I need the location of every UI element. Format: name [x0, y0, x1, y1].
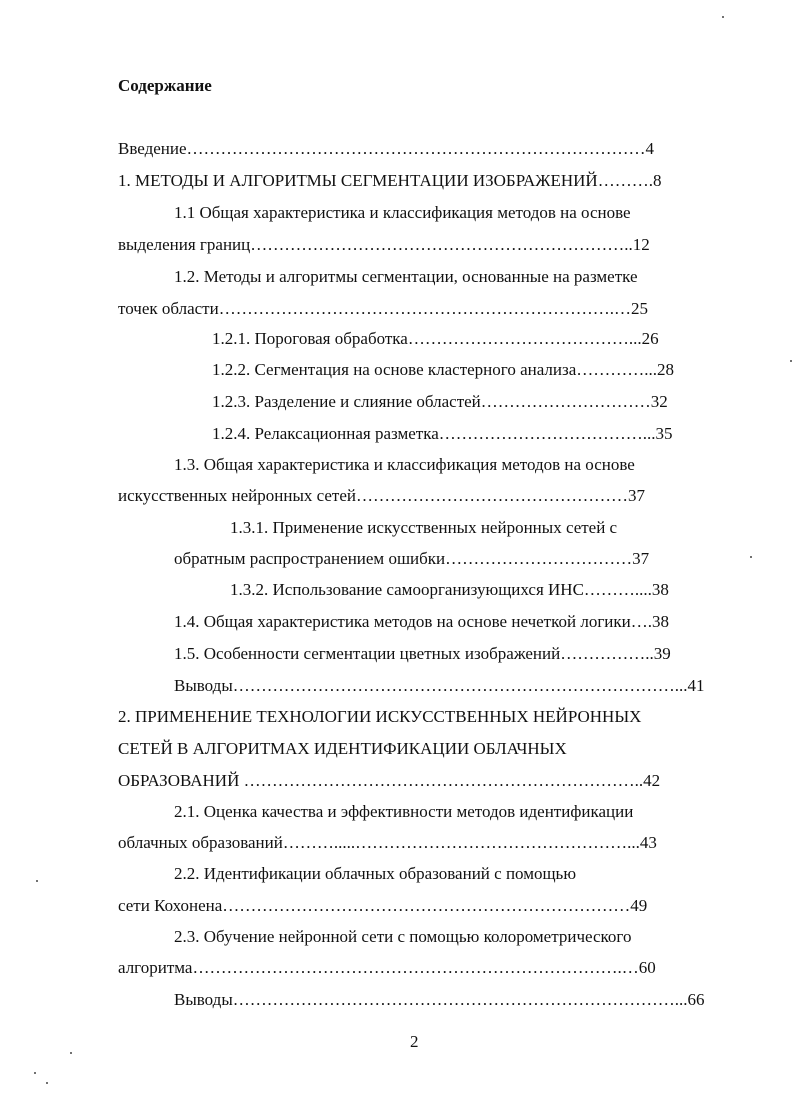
toc-entry-1-2-1: 1.2.1. Пороговая обработка…………………………………...26 [212, 329, 659, 348]
scan-speck [46, 1082, 48, 1084]
toc-entry-conclusions-1: Выводы……………………………………………………………………...41 [174, 676, 705, 695]
page-title: Содержание [118, 76, 212, 95]
scan-speck [750, 556, 752, 558]
toc-entry-chapter-2-line-2: СЕТЕЙ В АЛГОРИТМАХ ИДЕНТИФИКАЦИИ ОБЛАЧНЫХ [118, 739, 567, 758]
toc-entry-chapter-2-line-1: 2. ПРИМЕНЕНИЕ ТЕХНОЛОГИИ ИСКУССТВЕННЫХ НЕЙРОННЫХ [118, 707, 642, 726]
toc-entry-1-3-1-line-2: обратным распространением ошибки……………………………37 [174, 549, 650, 568]
scan-speck [70, 1052, 72, 1054]
toc-entry-intro: Введение………………………………………………………………………4 [118, 139, 655, 158]
toc-entry-1-1-line-1: 1.1 Общая характеристика и классификация методов на основе [174, 203, 631, 222]
toc-entry-1-3-line-1: 1.3. Общая характеристика и классификация методов на основе [174, 455, 635, 474]
scan-speck [36, 880, 38, 882]
toc-entry-1-2-line-1: 1.2. Методы и алгоритмы сегментации, основанные на разметке [174, 267, 638, 286]
toc-entry-2-3-line-2: алгоритма………………………………………………………………….…60 [118, 958, 656, 977]
toc-entry-1-3-2: 1.3.2. Использование самоорганизующихся ИНС………....38 [230, 580, 669, 599]
toc-entry-1-5: 1.5. Особенности сегментации цветных изображений……………..39 [174, 644, 671, 663]
toc-entry-chapter-2-line-3: ОБРАЗОВАНИЙ ……………………………………………………………..42 [118, 771, 661, 790]
toc-entry-1-3-line-2: искусственных нейронных сетей…………………………………………37 [118, 486, 645, 505]
toc-entry-2-1-line-1: 2.1. Оценка качества и эффективности методов идентификации [174, 802, 634, 821]
toc-entry-2-2-line-2: сети Кохонена………………………………………………………………49 [118, 896, 648, 915]
toc-entry-conclusions-2: Выводы……………………………………………………………………...66 [174, 990, 705, 1009]
toc-entry-1-4: 1.4. Общая характеристика методов на основе нечеткой логики….38 [174, 612, 670, 631]
toc-entry-2-2-line-1: 2.2. Идентификации облачных образований с помощью [174, 864, 577, 883]
toc-entry-1-2-3: 1.2.3. Разделение и слияние областей…………………………32 [212, 392, 668, 411]
toc-entry-2-3-line-1: 2.3. Обучение нейронной сети с помощью колорометрического [174, 927, 632, 946]
toc-entry-1-2-2: 1.2.2. Сегментация на основе кластерного анализа…………...28 [212, 360, 675, 379]
scan-speck [790, 360, 792, 362]
toc-entry-1-3-1-line-1: 1.3.1. Применение искусственных нейронных сетей с [230, 518, 618, 537]
toc-entry-chapter-1: 1. МЕТОДЫ И АЛГОРИТМЫ СЕГМЕНТАЦИИ ИЗОБРАЖЕНИЙ……….8 [118, 171, 662, 190]
toc-entry-1-2-4: 1.2.4. Релаксационная разметка………………………………...35 [212, 424, 673, 443]
scan-speck [722, 16, 724, 18]
scan-speck [34, 1072, 36, 1074]
toc-entry-1-1-line-2: выделения границ…………………………………………………………..12 [118, 235, 650, 254]
toc-entry-2-1-line-2: облачных образований……….....…………………………………………...43 [118, 833, 657, 852]
toc-entry-1-2-line-2: точек области…………………………………………………………….…25 [118, 299, 648, 318]
page-number: 2 [410, 1032, 419, 1051]
